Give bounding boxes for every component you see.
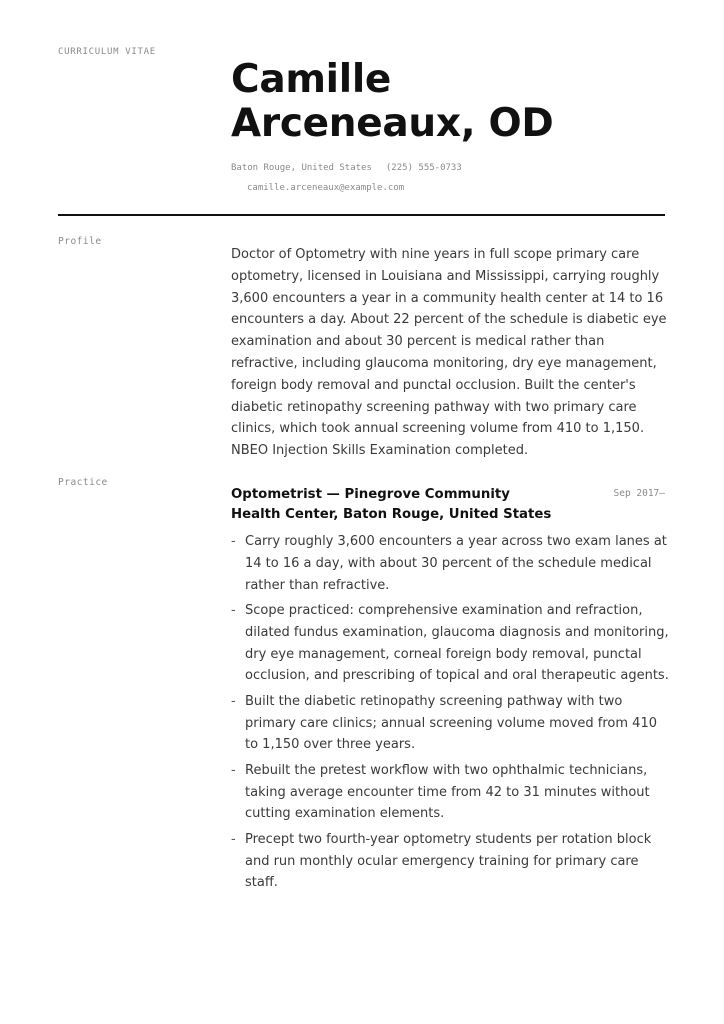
name-line-2: Arceneaux, OD bbox=[231, 101, 554, 146]
location-text: Baton Rouge, United States bbox=[231, 163, 372, 173]
bullet-text: Carry roughly 3,600 encounters a year across two exam lanes at 14 to 16 a day, with about 30 percent of the schedule medical rather than refractive. bbox=[245, 534, 667, 593]
email-link[interactable]: camille.arceneaux@example.com bbox=[247, 183, 405, 193]
bullet-text: Rebuilt the pretest workflow with two ophthalmic technicians, taking average encounter time from 42 to 31 minutes without cutting examination elements. bbox=[245, 762, 650, 822]
list-item bbox=[231, 691, 669, 756]
practice-section-label: Practice bbox=[58, 477, 108, 488]
bullet-text: Scope practiced: comprehensive examination and refraction, dilated fundus examination, glaucoma diagnosis and monitoring, dry eye management, corneal foreign body removal, punctal occlusion, and prescribing of topical and oral therapeutic agents. bbox=[245, 602, 669, 684]
list-item bbox=[231, 829, 669, 894]
phone-text: (225) 555-0733 bbox=[385, 163, 462, 173]
bullet-marker: - bbox=[231, 534, 236, 549]
list-item bbox=[231, 600, 669, 687]
profile-section-label: Profile bbox=[58, 236, 102, 247]
name-line-1: Camille bbox=[231, 57, 392, 102]
job-bullet-list bbox=[231, 531, 669, 898]
candidate-name bbox=[231, 58, 671, 146]
header-divider bbox=[58, 214, 665, 216]
job-dates: Sep 2017– bbox=[613, 488, 665, 499]
document-type-label: CURRICULUM VITAE bbox=[58, 47, 156, 57]
bullet-text: Precept two fourth-year optometry students per rotation block and run monthly ocular emergency training for primary care staff. bbox=[245, 831, 652, 891]
list-item bbox=[231, 531, 669, 596]
job-title: Optometrist — Pinegrove Community Health Center, Baton Rouge, United States bbox=[231, 487, 552, 522]
bullet-marker: - bbox=[231, 762, 236, 778]
job-header bbox=[231, 485, 665, 524]
list-item bbox=[231, 760, 669, 825]
bullet-marker: - bbox=[231, 693, 236, 709]
bullet-marker: - bbox=[231, 831, 236, 847]
bullet-text: Built the diabetic retinopathy screening pathway with two primary care clinics; annual screening volume moved from 410 to 1,150 over three years. bbox=[245, 693, 657, 753]
contact-info bbox=[231, 158, 671, 198]
bullet-marker: - bbox=[231, 602, 236, 618]
profile-summary: Doctor of Optometry with nine years in full scope primary care optometry, licensed in Louisiana and Mississippi, carrying roughly 3,600 encounters a year in a community health center at 14 to 16 encounters a day. About 22 percent of the schedule is diabetic eye examination and about 30 percent is medical rather than refractive, including glaucoma monitoring, dry eye management, foreign body removal and punctal occlusion. Built the center's diabetic retinopathy screening pathway with two primary care clinics, which took annual screening volume from 410 to 1,150. NBEO Injection Skills Examination completed. bbox=[231, 247, 667, 459]
